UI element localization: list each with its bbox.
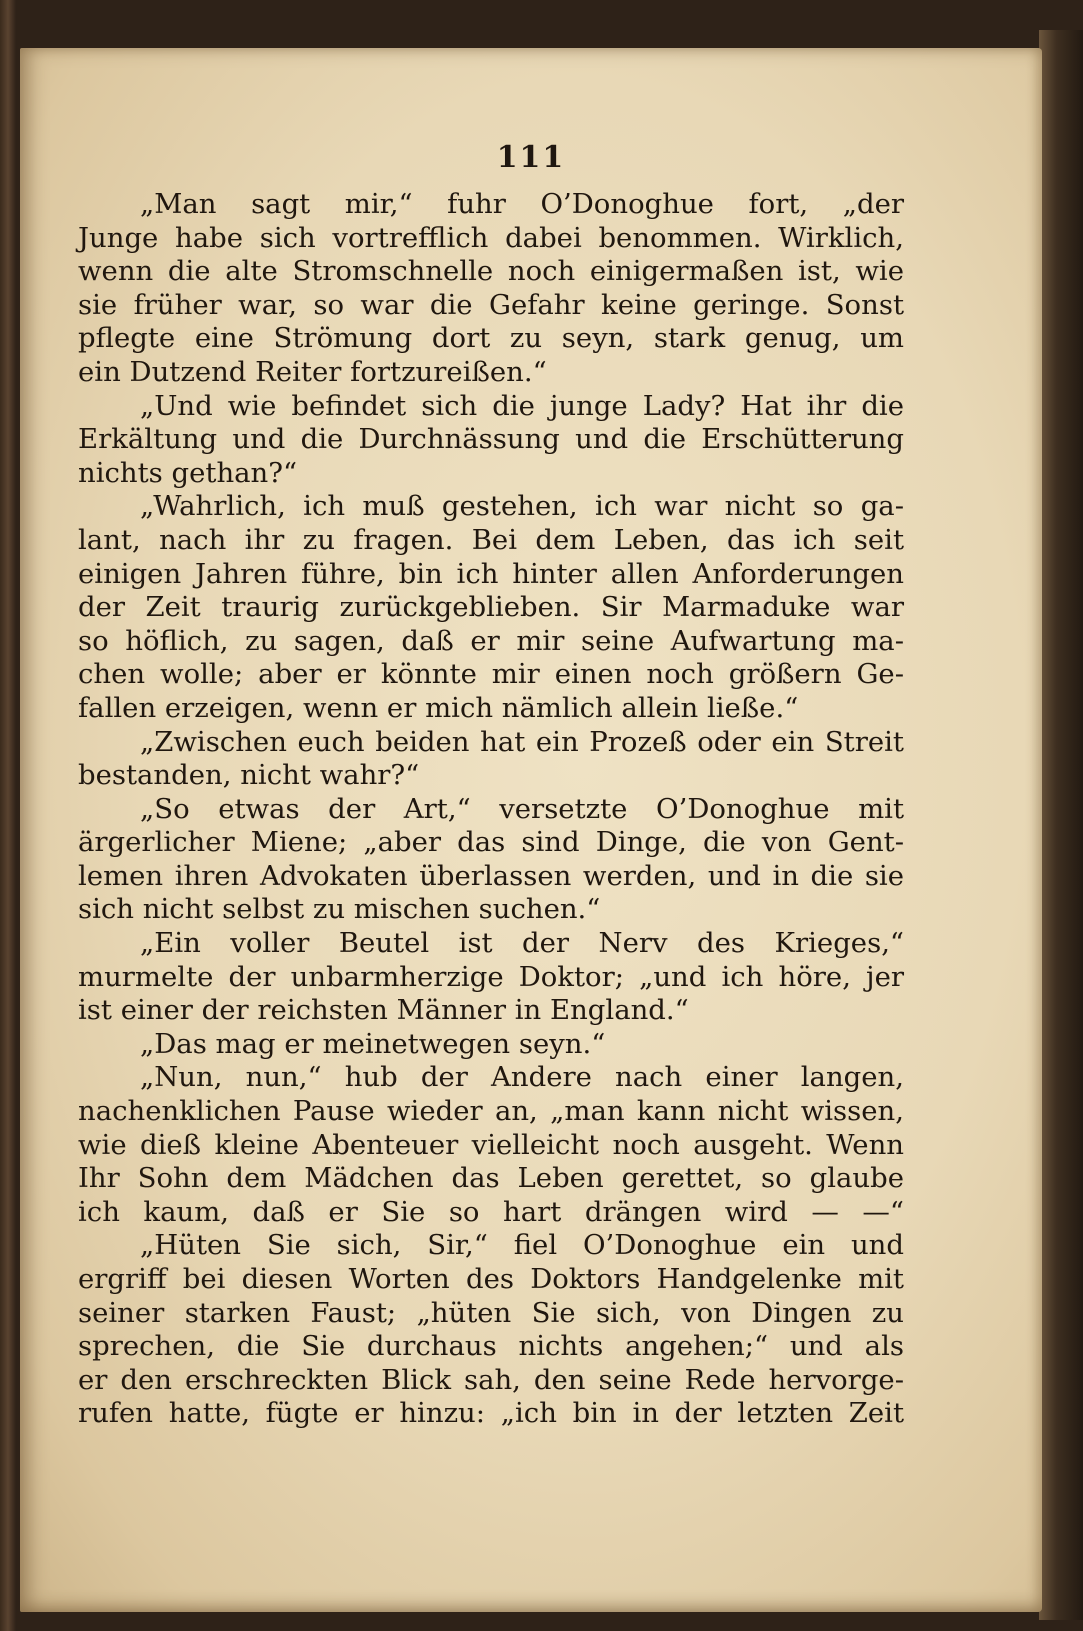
text-line: rufen hatte, fügte er hinzu: „ich bin in der letzten Zeit (78, 1397, 904, 1430)
text-line: sich nicht selbst zu mischen suchen.“ (78, 893, 601, 926)
text-line: ist einer der reichsten Männer in England.“ (78, 994, 689, 1027)
text-line: nichts gethan?“ (78, 456, 298, 489)
text-line: bestanden, nicht wahr?“ (78, 759, 420, 792)
text-line: ein Dutzend Reiter fortzureißen.“ (78, 355, 547, 388)
text-line: lant, nach ihr zu fragen. Bei dem Leben, das ich seit (78, 523, 904, 556)
book-page (20, 48, 1042, 1612)
text-line: „Man sagt mir,“ fuhr O’Donoghue fort, „der (140, 188, 904, 220)
text-line: ergriff bei diesen Worten des Doktors Handgelenke mit (78, 1263, 904, 1295)
text-line: „Das mag er meinetwegen seyn.“ (140, 1027, 606, 1060)
book-cover-edge (1039, 30, 1083, 1620)
page-number: 111 (496, 140, 566, 175)
text-line: „Ein voller Beutel ist der Nerv des Krieges,“ (140, 927, 904, 960)
text-line: nachenklichen Pause wieder an, „man kann nicht wissen, (78, 1095, 904, 1128)
text-line: der Zeit traurig zurückgeblieben. Sir Marmaduke war (78, 591, 904, 624)
text-line: so höflich, zu sagen, daß er mir seine Aufwartung ma- (78, 624, 904, 657)
text-line: Junge habe sich vortrefflich dabei benommen. Wirklich, (78, 221, 904, 254)
text-line: murmelte der unbarmherzige Doktor; „und ich höre, jer (78, 960, 904, 993)
text-line: lemen ihren Advokaten überlassen werden, und in die sie (78, 859, 904, 892)
text-line: fallen erzeigen, wenn er mich nämlich allein ließe.“ (78, 691, 799, 724)
text-line: wie dieß kleine Abenteuer vielleicht noch ausgeht. Wenn (78, 1128, 904, 1161)
text-line: „Hüten Sie sich, Sir,“ fiel O’Donoghue ein und (140, 1229, 904, 1262)
text-line: chen wolle; aber er könnte mir einen noch größern Ge- (78, 658, 904, 691)
text-line: seiner starken Faust; „hüten Sie sich, von Dingen zu (78, 1296, 904, 1329)
text-line: pflegte eine Strömung dort zu seyn, stark genug, um (78, 322, 904, 355)
text-block (78, 188, 904, 1431)
text-line: „So etwas der Art,“ versetzte O’Donoghue mit (140, 792, 904, 825)
text-line: ärgerlicher Miene; „aber das sind Dinge, die von Gent- (78, 826, 904, 859)
text-line: Ihr Sohn dem Mädchen das Leben gerettet, so glaube (78, 1162, 904, 1195)
text-line: einigen Jahren führe, bin ich hinter allen Anforderungen (78, 557, 904, 590)
text-line: „Wahrlich, ich muß gestehen, ich war nicht so ga- (140, 490, 904, 523)
text-line: „Und wie befindet sich die junge Lady? Hat ihr die (140, 389, 904, 422)
text-line: Erkältung und die Durchnässung und die Erschütterung (78, 423, 904, 456)
text-line: ich kaum, daß er Sie so hart drängen wird — —“ (78, 1195, 904, 1228)
text-line: sie früher war, so war die Gefahr keine geringe. Sonst (78, 288, 904, 321)
text-line: sprechen, die Sie durchaus nichts angehen;“ und als (78, 1330, 904, 1363)
text-line: „Zwischen euch beiden hat ein Prozeß oder ein Streit (140, 725, 904, 758)
text-line: „Nun, nun,“ hub der Andere nach einer langen, (140, 1061, 904, 1094)
text-line: wenn die alte Stromschnelle noch einigermaßen ist, wie (78, 255, 904, 288)
text-line: er den erschreckten Blick sah, den seine Rede hervorge- (78, 1363, 904, 1396)
